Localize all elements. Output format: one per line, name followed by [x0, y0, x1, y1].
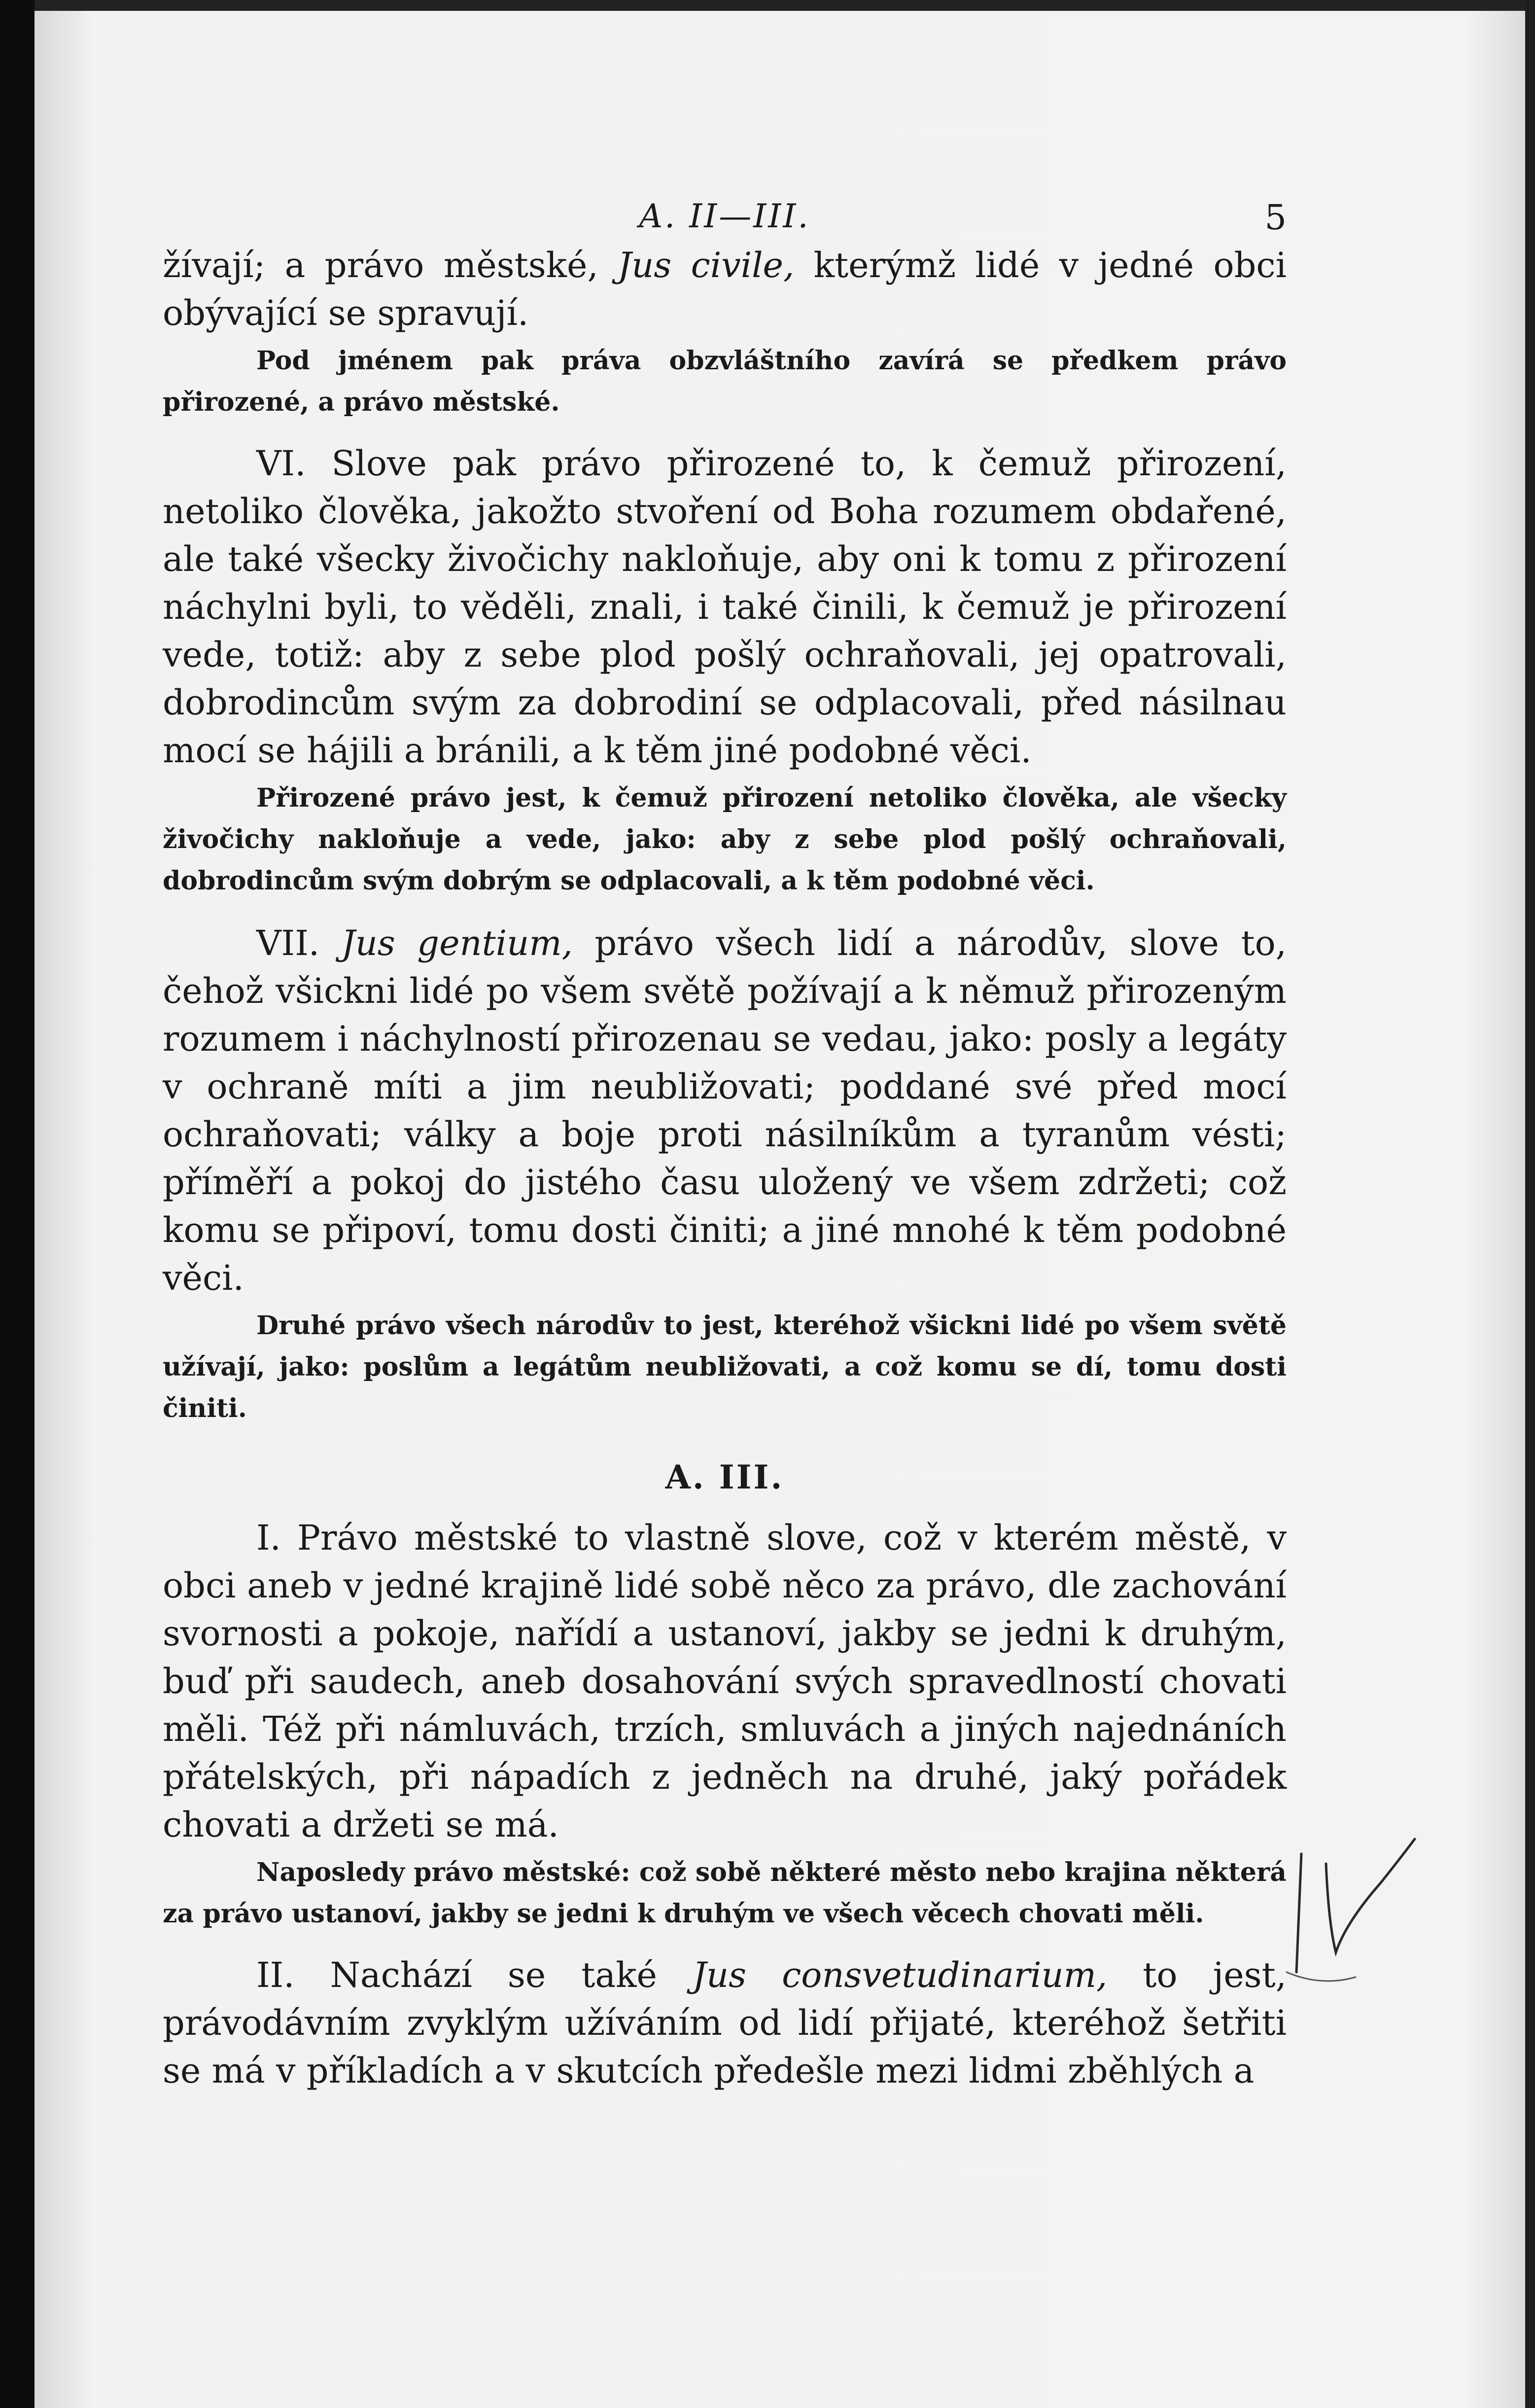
gloss-summary: Druhé právo všech národův to jest, kteréhož všickni lidé po všem světě užívají, jako: poslům a legátům neubližovati, a což komu se dí, tomu dosti činiti. — [163, 1310, 1287, 1423]
gloss-summary: Přirozené právo jest, k čemuž přirození netoliko člověka, ale všecky živočichy nakloňuje a vede, jako: aby z sebe plod pošlý ochraňovali, dobrodincům svým dobrým se odplacovali, a k těm podobné věci. — [163, 783, 1287, 896]
paragraph-natural-law: VI. Slove pak právo přirozené to, k čemuž přirození, netoliko člověka, jakožto stvoření od Boha rozumem obdařené, ale také všecky živočichy nakloňuje, aby oni k tomu z přirození náchylni byli, to věděli, znali, i také činili, k čemuž je přirození vede, totiž: aby z sebe plod pošlý ochraňovali, jej opatrovali, dobrodincům svým za dobrodiní se odplacovali, před násilnau mocí se hájili a bránili, a k těm jiné podobné věci. — [163, 443, 1287, 771]
text-run: to jest, právodávním zvyklým užíváním od lidí přijaté, kteréhož šetřiti se má v příkladích a v skutcích předešle mezi lidmi zběhlých a — [163, 1955, 1287, 2091]
text-run: žívají; a právo městské, — [163, 245, 618, 285]
latin-term: Jus consvetudinarium, — [693, 1955, 1108, 1995]
paragraph-jus-gentium — [163, 920, 1287, 1302]
running-title: A. II—III. — [639, 197, 810, 235]
paragraph-city-law: I. Právo městské to vlastně slove, což v kterém městě, v obci aneb v jedné krajině lidé sobě něco za právo, dle zachování svornosti a pokoje, nařídí a ustanoví, jakby se jedni k druhým, buď při saudech, aneb dosahování svých spravedlností chovati měli. Též při námluvách, trzích, smluvách a jiných najednáních přátelských, při nápadích z jedněch na druhé, jaký pořádek chovati a držeti se má. — [163, 1518, 1287, 1845]
text-run: právo všech lidí a národův, slove to, čehož všickni lidé po všem světě požívají a k němuž přirozeným rozumem i náchylností přirozenau se vedau, jako: posly a legáty v ochraně míti a jim neubližovati; poddané své před mocí ochraňovati; války a boje proti násilníkům a tyranům vésti; příměří a pokoj do jistého času uložený ve všem zdržeti; což komu se připoví, tomu dosti činiti; a jiné mnohé k těm podobné věci. — [163, 923, 1287, 1298]
paragraph-jus-consvetudinarium — [163, 1951, 1287, 2095]
text-run: VII. — [256, 923, 342, 963]
running-header — [163, 187, 1287, 242]
scan-border-left — [0, 0, 35, 2408]
paragraph-jus-civile — [163, 242, 1287, 337]
page-content — [163, 187, 1287, 2095]
gloss-summary: Pod jménem pak práva obzvláštního zavírá se předkem právo přirozené, a právo městské. — [163, 346, 1287, 417]
scan-border-top — [0, 0, 1535, 11]
handwritten-margin-mark — [1282, 1824, 1449, 1987]
text-run: kterýmž lidé v jedné obci obývající se spravují. — [163, 245, 1287, 333]
latin-term: Jus civile, — [618, 245, 795, 285]
latin-term: Jus gentium, — [341, 923, 573, 963]
section-heading: A. III. — [665, 1458, 784, 1496]
gloss-summary: Naposledy právo městské: což sobě některé město nebo krajina některá za právo ustanoví, jakby se jedni k druhým ve všech věcech chovati měli. — [163, 1857, 1287, 1929]
text-run: II. Nachází se také — [256, 1955, 693, 1995]
scan-border-right — [1525, 0, 1535, 2408]
page-number: 5 — [1264, 197, 1287, 238]
